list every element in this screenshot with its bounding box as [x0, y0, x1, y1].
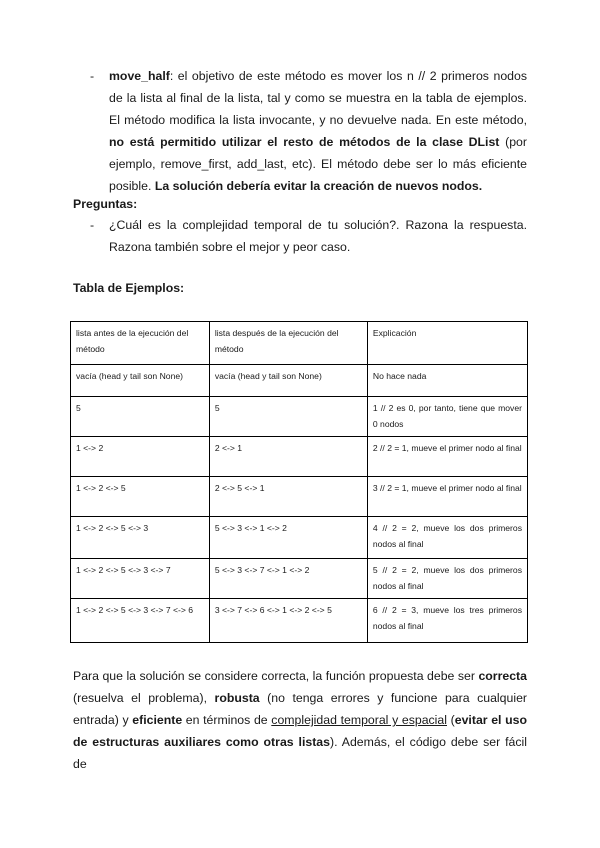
method-bold-2: La solución debería evitar la creación de nuevos nodos. — [154, 179, 483, 193]
table-row — [71, 559, 528, 599]
question-text: ¿Cuál es la complejidad temporal de tu solución?. Razona la respuesta. Razona también sobre el mejor y peor caso. — [109, 218, 527, 254]
cell-explanation: 2 // 2 = 1, mueve el primer nodo al final — [367, 437, 527, 477]
cell-before: 1 <-> 2 <-> 5 <-> 3 <-> 7 — [71, 559, 210, 599]
method-text-2: (por ejemplo, remove_first, add_last, etc). El método debe ser lo más eficiente posible. — [109, 135, 527, 193]
cell-before: 1 <-> 2 <-> 5 <-> 3 <-> 7 <-> 6 — [71, 599, 210, 643]
cell-explanation: 3 // 2 = 1, mueve el primer nodo al final — [367, 477, 527, 517]
cell-before: 1 <-> 2 <-> 5 <-> 3 — [71, 517, 210, 559]
cell-after: 3 <-> 7 <-> 6 <-> 1 <-> 2 <-> 5 — [209, 599, 367, 643]
header-after: lista después de la ejecución del método — [209, 322, 367, 365]
table-row — [71, 517, 528, 559]
closing-bold-robusta: robusta — [214, 691, 260, 705]
closing-text-4: en términos de — [182, 713, 272, 727]
closing-underline: complejidad temporal y espacial — [271, 713, 447, 727]
method-text-1: : el objetivo de este método es mover los n // 2 primeros nodos de la lista al final de la lista, tal y como se muestra en la tabla de ejemplos. El método modifica la lista invocante, y no devuelve nada. En este método, — [109, 69, 527, 127]
closing-text-1: Para que la solución se considere correcta, la función propuesta debe ser — [73, 669, 479, 683]
list-dash: - — [90, 218, 95, 232]
table-header-row — [71, 322, 528, 365]
cell-after: 2 <-> 1 — [209, 437, 367, 477]
method-bold-1: no está permitido utilizar el resto de métodos de la clase DList — [109, 135, 500, 149]
questions-heading: Preguntas: — [73, 197, 138, 211]
cell-before: 1 <-> 2 <-> 5 — [71, 477, 210, 517]
cell-after: 5 <-> 3 <-> 1 <-> 2 — [209, 517, 367, 559]
table-row — [71, 365, 528, 397]
table-row — [71, 437, 528, 477]
method-description — [90, 65, 527, 197]
closing-text-2: (resuelva el problema), — [73, 691, 215, 705]
cell-after: 5 <-> 3 <-> 7 <-> 1 <-> 2 — [209, 559, 367, 599]
cell-before: vacía (head y tail son None) — [71, 365, 210, 397]
method-text — [109, 65, 527, 197]
examples-table — [70, 321, 528, 643]
header-explanation: Explicación — [367, 322, 527, 365]
closing-text-3: (no tenga errores y funcione para cualquier entrada) y — [73, 691, 527, 727]
closing-text-6: ). Además, el código debe ser fácil de — [73, 735, 527, 771]
cell-explanation: No hace nada — [367, 365, 527, 397]
method-name: move_half — [109, 69, 170, 83]
closing-bold-correcta: correcta — [478, 669, 527, 683]
header-before: lista antes de la ejecución del método — [71, 322, 210, 365]
table-row — [71, 397, 528, 437]
closing-bold-eficiente: eficiente — [132, 713, 183, 727]
table-heading: Tabla de Ejemplos: — [73, 281, 185, 295]
cell-before: 5 — [71, 397, 210, 437]
question-item — [90, 214, 527, 258]
closing-bold-estructuras: evitar el uso de estructuras auxiliares como otras listas — [73, 713, 527, 749]
table-row — [71, 599, 528, 643]
cell-explanation: 5 // 2 = 2, mueve los dos primeros nodos al final — [367, 559, 527, 599]
cell-explanation: 4 // 2 = 2, mueve los dos primeros nodos al final — [367, 517, 527, 559]
cell-after: 5 — [209, 397, 367, 437]
cell-explanation: 6 // 2 = 3, mueve los tres primeros nodos al final — [367, 599, 527, 643]
list-dash: - — [90, 69, 95, 83]
cell-after: vacía (head y tail son None) — [209, 365, 367, 397]
closing-text-5: ( — [447, 713, 455, 727]
cell-explanation: 1 // 2 es 0, por tanto, tiene que mover 0 nodos — [367, 397, 527, 437]
cell-before: 1 <-> 2 — [71, 437, 210, 477]
table-row — [71, 477, 528, 517]
closing-paragraph — [73, 665, 527, 775]
cell-after: 2 <-> 5 <-> 1 — [209, 477, 367, 517]
